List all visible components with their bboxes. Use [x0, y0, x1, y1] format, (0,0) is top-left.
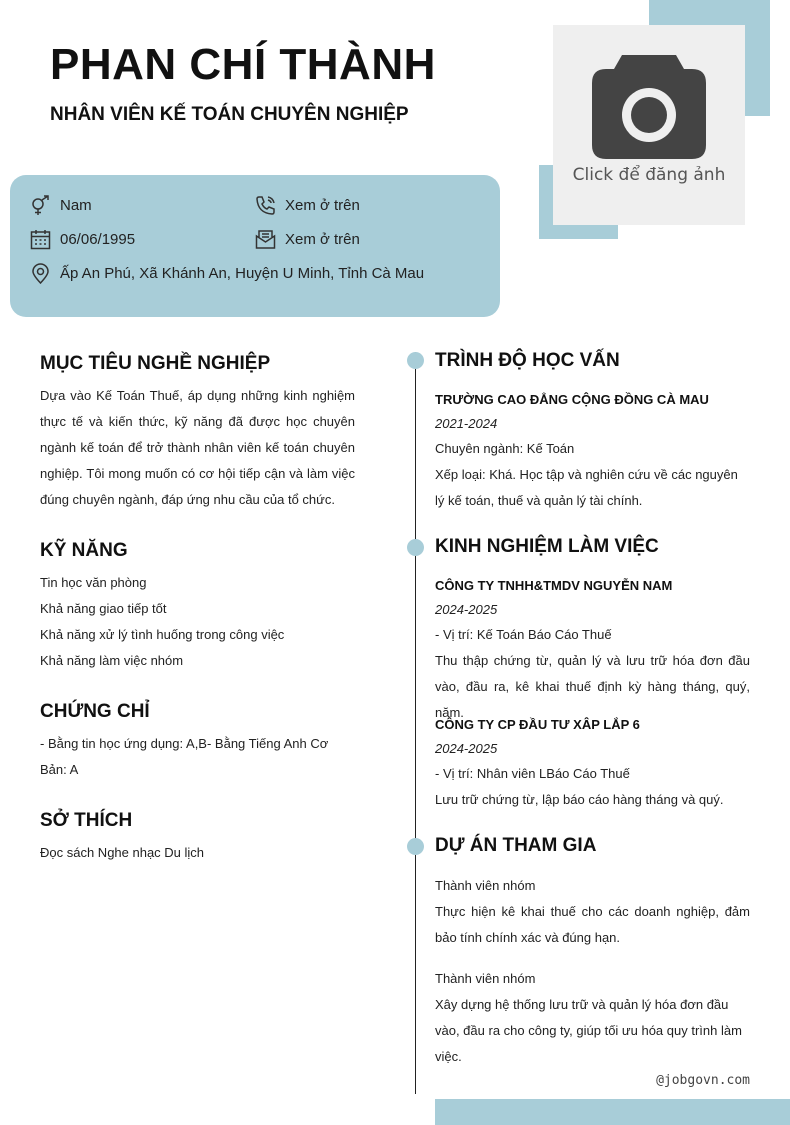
footer-credit: @jobgovn.com — [656, 1073, 750, 1088]
objective-text: Dựa vào Kế Toán Thuế, áp dụng những kinh nghiệm thực tế và kiến thức, kỹ năng đã được học chuyên ngành kế toán để trở thành nhân viên kế toán chuyên nghiệp. Tôi mong muốn có cơ hội tiếp cận và làm việc đúng chuyên ngành, đáp ứng nhu cầu của tổ chức. — [40, 388, 355, 507]
hobbies-title: SỞ THÍCH — [40, 810, 133, 831]
contact-card — [10, 175, 500, 317]
contact-phone — [255, 195, 360, 216]
phone-icon — [255, 195, 276, 216]
contact-email — [255, 229, 360, 250]
phone-text: Xem ở trên — [285, 197, 360, 214]
certificates-title: CHỨNG CHỈ — [40, 701, 150, 722]
birthday-text: 06/06/1995 — [60, 231, 136, 248]
candidate-name: PHAN CHÍ THÀNH — [50, 40, 436, 89]
education-dates: 2021-2024 — [435, 416, 498, 431]
education-entry — [435, 388, 750, 514]
timeline-dot-projects — [407, 838, 424, 855]
experience-title: KINH NGHIỆM LÀM VIỆC — [435, 536, 659, 557]
skills-title: KỸ NĂNG — [40, 540, 128, 561]
school-name: TRƯỜNG CAO ĐẲNG CỘNG ĐỒNG CÀ MAU — [435, 392, 709, 407]
timeline-dot-experience — [407, 539, 424, 556]
company-name: CÔNG TY CP ĐẦU TƯ XÂP LẮP 6 — [435, 717, 640, 732]
contact-address — [30, 263, 424, 284]
project-role: Thành viên nhóm — [435, 971, 536, 986]
address-text: Ấp An Phú, Xã Khánh An, Huyện U Minh, Tỉnh Cà Mau — [60, 265, 425, 282]
photo-upload-label: Click để đăng ảnh — [572, 165, 726, 185]
photo-upload-button[interactable] — [553, 25, 745, 225]
job-description: Thu thập chứng từ, quản lý và lưu trữ hóa đơn đầu vào, đầu ra, kê khai thuế định kỳ hàng tháng, quý, năm. — [435, 653, 750, 720]
certificates-text: - Bằng tin học ứng dụng: A,B- Bằng Tiếng Anh Cơ Bản: A — [40, 736, 329, 777]
objective-title: MỤC TIÊU NGHỀ NGHIỆP — [40, 353, 271, 374]
gender-icon — [30, 195, 51, 216]
project-role: Thành viên nhóm — [435, 878, 536, 893]
camera-icon — [592, 55, 706, 159]
job-description: Lưu trữ chứng từ, lập báo cáo hàng tháng và quý. — [435, 792, 724, 807]
skills-list — [40, 570, 360, 674]
job-role: - Vị trí: Nhân viên LBáo Cáo Thuế — [435, 766, 630, 781]
location-pin-icon — [30, 263, 51, 284]
job-dates: 2024-2025 — [435, 741, 498, 756]
gender-text: Nam — [60, 197, 92, 214]
project-description: Thực hiện kê khai thuế cho các doanh nghiệp, đảm bảo tính chính xác và đúng hạn. — [435, 904, 750, 945]
projects-title: DỰ ÁN THAM GIA — [435, 835, 597, 856]
project-description: Xây dựng hệ thống lưu trữ và quản lý hóa đơn đầu vào, đầu ra cho công ty, giúp tối ưu hóa quy trình làm việc. — [435, 997, 742, 1064]
skill-item: Khả năng giao tiếp tốt — [40, 601, 167, 616]
email-text: Xem ở trên — [285, 231, 360, 248]
skill-item: Khả năng làm việc nhóm — [40, 653, 184, 668]
project-item — [435, 873, 750, 951]
contact-gender — [30, 195, 92, 216]
timeline-line — [415, 352, 416, 1094]
project-item — [435, 966, 750, 1070]
company-name: CÔNG TY TNHH&TMDV NGUYỄN NAM — [435, 578, 673, 593]
decor-block-bottom — [435, 1099, 790, 1125]
job-dates: 2024-2025 — [435, 602, 498, 617]
education-title: TRÌNH ĐỘ HỌC VẤN — [435, 350, 620, 371]
education-grade: Xếp loại: Khá. Học tập và nghiên cứu về các nguyên lý kế toán, thuế và quản lý tài chính. — [435, 467, 738, 508]
education-major: Chuyên ngành: Kế Toán — [435, 441, 575, 456]
calendar-icon — [30, 229, 51, 250]
hobbies-text: Đọc sách Nghe nhạc Du lịch — [40, 845, 205, 860]
email-icon — [255, 229, 276, 250]
contact-birthday — [30, 229, 135, 250]
skill-item: Tin học văn phòng — [40, 575, 147, 590]
timeline-dot-education — [407, 352, 424, 369]
experience-job — [435, 713, 750, 813]
job-title: NHÂN VIÊN KẾ TOÁN CHUYÊN NGHIỆP — [50, 104, 409, 125]
job-role: - Vị trí: Kế Toán Báo Cáo Thuế — [435, 627, 612, 642]
skill-item: Khả năng xử lý tình huống trong công việc — [40, 627, 285, 642]
experience-job — [435, 574, 750, 726]
